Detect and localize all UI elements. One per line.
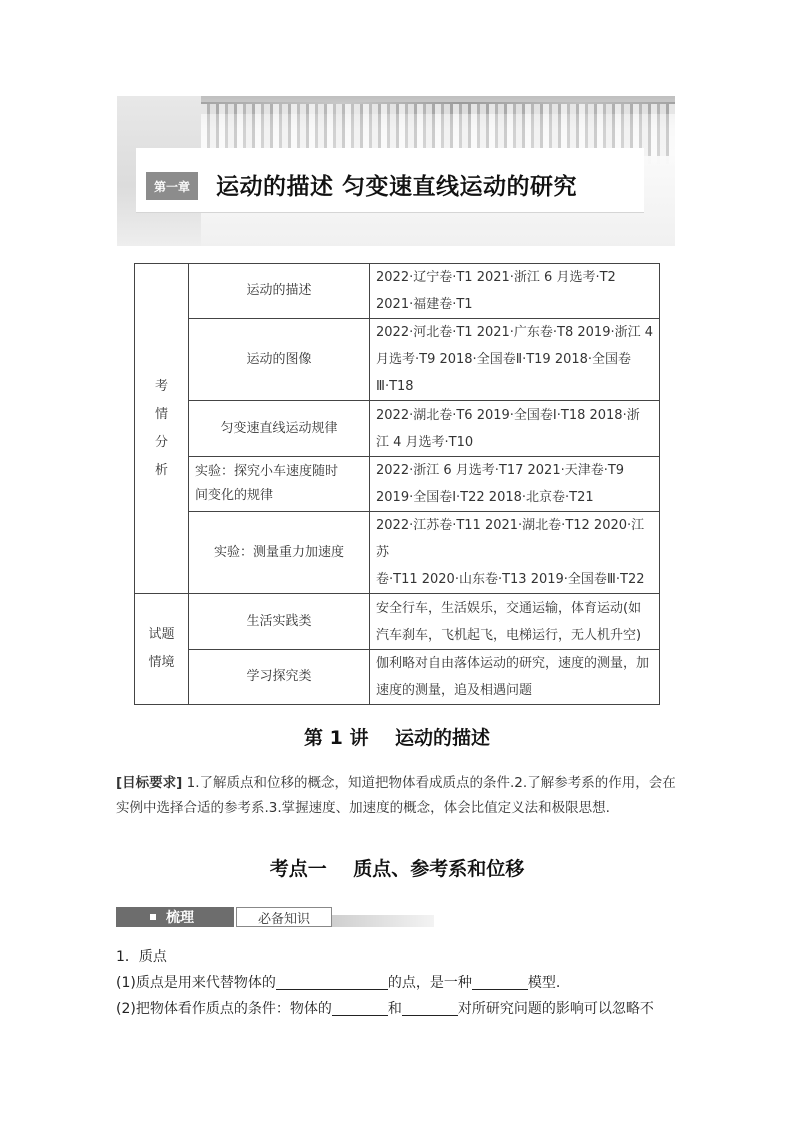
- table-row: [135, 401, 660, 457]
- fill-blank[interactable]: [402, 999, 458, 1016]
- category-cell-test-context: 试题 情境: [135, 594, 189, 705]
- topic-cell: 实验：探究小车速度随时 间变化的规律: [189, 457, 370, 512]
- topic-cell: 匀变速直线运动规律: [189, 401, 370, 457]
- chapter-title: 运动的描述 匀变速直线运动的研究: [216, 174, 578, 200]
- lesson-title: 第 1 讲 运动的描述: [304, 727, 490, 749]
- table-row: [135, 594, 660, 650]
- content-heading: 1．质点: [116, 949, 167, 965]
- fill-blank[interactable]: [276, 973, 388, 990]
- table-row: [135, 457, 660, 512]
- goals-tag: [目标要求]: [116, 775, 183, 791]
- exam-analysis-table: [134, 263, 660, 705]
- table-row: [135, 650, 660, 705]
- content-line: (2)把物体看作质点的条件：物体的 和 对所研究问题的影响可以忽略不: [116, 1001, 654, 1017]
- section-bar: [116, 904, 434, 930]
- section-sub-label: 必备知识: [236, 907, 332, 927]
- table-row: [135, 264, 660, 319]
- topic-cell: 运动的描述: [189, 264, 370, 319]
- topic-cell: 生活实践类: [189, 594, 370, 650]
- content-line: (1)质点是用来代替物体的 的点，是一种 模型.: [116, 975, 561, 991]
- section-label: 梳理: [116, 907, 234, 927]
- point-title: 考点一 质点、参考系和位移: [269, 858, 525, 880]
- square-bullet-icon: [150, 914, 156, 920]
- topic-cell: 实验：测量重力加速度: [189, 512, 370, 594]
- content-body: [116, 944, 686, 1022]
- table-row: [135, 319, 660, 401]
- goals-text: 1.了解质点和位移的概念，知道把物体看成质点的条件.2.了解参考系的作用，会在实例中选择合适的参考系.3.掌握速度、加速度的概念，体会比值定义法和极限思想.: [116, 775, 676, 816]
- detail-cell: 2022·湖北卷·T6 2019·全国卷Ⅰ·T18 2018·浙 江 4 月选考·T10: [370, 401, 660, 457]
- detail-cell: 伽利略对自由落体运动的研究，速度的测量，加 速度的测量，追及相遇问题: [370, 650, 660, 705]
- fill-blank[interactable]: [332, 999, 388, 1016]
- topic-cell: 学习探究类: [189, 650, 370, 705]
- chapter-title-card: [136, 148, 644, 213]
- detail-cell: 2022·河北卷·T1 2021·广东卷·T8 2019·浙江 4 月选考·T9 2018·全国卷Ⅱ·T19 2018·全国卷 Ⅲ·T18: [370, 319, 660, 401]
- category-cell-exam-analysis: 考情分析: [135, 264, 189, 594]
- detail-cell: 2022·辽宁卷·T1 2021·浙江 6 月选考·T2 2021·福建卷·T1: [370, 264, 660, 319]
- detail-cell: 2022·江苏卷·T11 2021·湖北卷·T12 2020·江苏 卷·T11 2020·山东卷·T13 2019·全国卷Ⅲ·T22: [370, 512, 660, 594]
- table-row: [135, 512, 660, 594]
- chapter-badge: 第一章: [146, 172, 198, 200]
- fill-blank[interactable]: [472, 973, 528, 990]
- topic-cell: 运动的图像: [189, 319, 370, 401]
- detail-cell: 2022·浙江 6 月选考·T17 2021·天津卷·T9 2019·全国卷Ⅰ·T22 2018·北京卷·T21: [370, 457, 660, 512]
- learning-goals: [116, 771, 682, 821]
- detail-cell: 安全行车，生活娱乐，交通运输，体育运动(如 汽车刹车，飞机起飞，电梯运行，无人机升空): [370, 594, 660, 650]
